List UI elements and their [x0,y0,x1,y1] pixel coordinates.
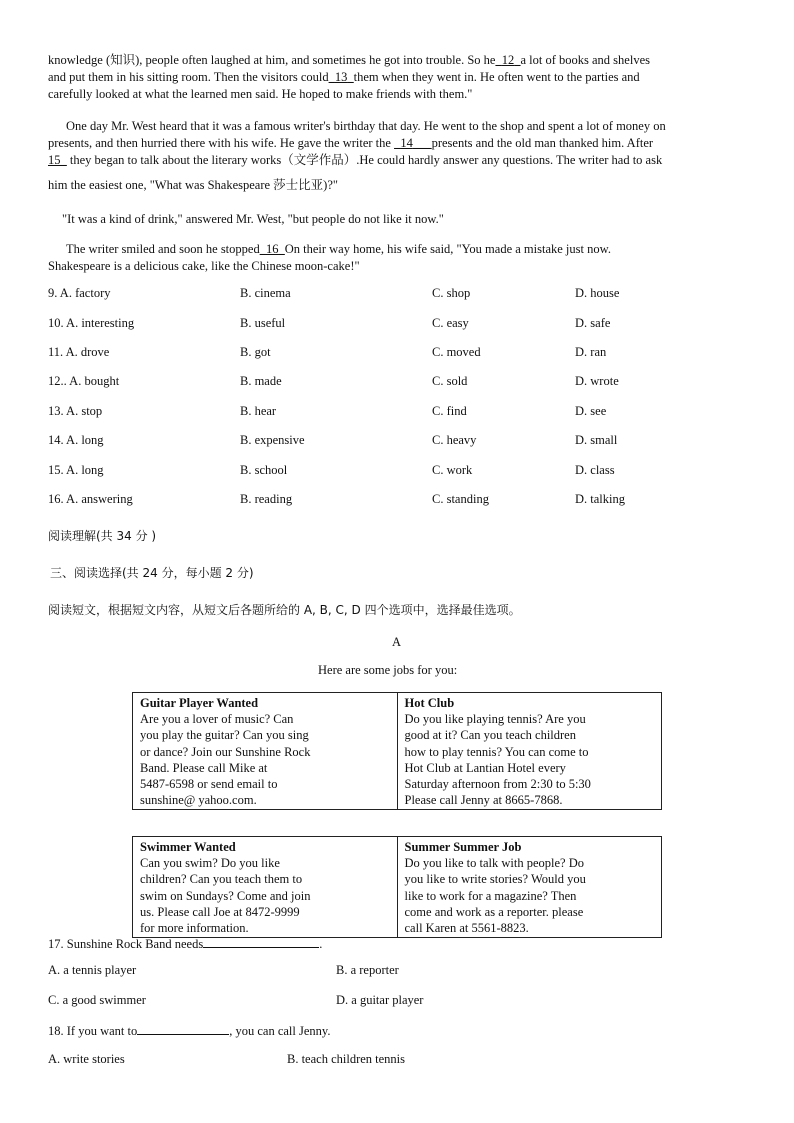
passage-line: knowledge (知识), people often laughed at him, and sometimes he got into trouble. So he_12_a lot of books and shelves [48,53,650,67]
option-row-13 [48,404,748,421]
passage-paragraph-1 [48,52,748,103]
q17-option-c: C. a good swimmer [48,993,146,1007]
option-b: B. hear [240,404,277,418]
option-a: 16. A. answering [48,492,133,506]
ad-line: or dance? Join our Sunshine Rock [140,744,311,759]
ads-table-top [132,692,662,810]
ad-guitar-player [133,693,398,810]
ad-line: Are you a lover of music? Can [140,712,294,727]
option-b: B. expensive [240,433,305,447]
section-heading-reading: 阅读理解(共 34 分 ) [48,529,157,543]
instructions-text: 阅读短文，根据短文内容，从短文后各题所给的 A, B, C, D 四个选项中，选择最佳选项。 [48,603,521,617]
option-a: 15. A. long [48,463,104,477]
passage-line: carefully looked at what the learned men said. He hoped to make friends with them." [48,87,473,101]
ad-line: sunshine@ yahoo.com. [140,793,257,808]
passage-line: 15_ they began to talk about the literary works（文学作品）.He could hardly answer any questions. The writer had to ask [48,153,663,167]
option-a: 12.. A. bought [48,374,120,388]
blank-15: 15_ [48,153,67,167]
option-a: 11. A. drove [48,345,110,359]
ad-line: us. Please call Joe at 8472-9999 [140,904,300,919]
passage-a-label: A [392,635,402,649]
q17-option-a: A. a tennis player [48,963,137,977]
option-c: C. shop [432,286,471,300]
option-c: C. heavy [432,433,477,447]
option-d: D. see [575,404,607,418]
passage-line: One day Mr. West heard that it was a famous writer's birthday that day. He went to the shop and spent a lot of money on [66,119,666,133]
option-row-15 [48,463,748,480]
passage-line: "It was a kind of drink," answered Mr. West, "but people do not like it now." [62,212,444,226]
q17-option-b: B. a reporter [336,963,399,977]
q18-option-b: B. teach children tennis [287,1052,406,1066]
option-a: 9. A. factory [48,286,111,300]
ad-title: Hot Club [404,696,455,710]
option-row-14 [48,433,748,450]
ad-line: children? Can you teach them to [140,872,303,887]
passage-paragraph-3 [48,211,748,228]
option-d: D. ran [575,345,607,359]
passage-line: and put them in his sitting room. Then the visitors could_13_them when they went in. He often went to the parties and [48,70,640,84]
option-c: C. easy [432,316,469,330]
ad-summer-job [397,837,662,938]
ad-line: Band. Please call Mike at [140,760,268,775]
ad-line: Please call Jenny at 8665-7868. [404,793,563,808]
answer-blank [137,1022,229,1035]
ad-line: Hot Club at Lantian Hotel every [404,760,566,775]
q18-option-a: A. write stories [48,1052,125,1066]
ad-title: Swimmer Wanted [140,840,236,854]
option-row-11 [48,345,748,362]
option-a: 13. A. stop [48,404,103,418]
option-c: C. work [432,463,473,477]
passage-line: The writer smiled and soon he stopped_16_On their way home, his wife said, "You made a mistake just now. [66,242,611,256]
question-18: 18. If you want to , you can call Jenny. [48,1024,331,1038]
option-b: B. got [240,345,271,359]
passage-line: Shakespeare is a delicious cake, like the Chinese moon-cake!" [48,259,360,273]
ad-line: 5487-6598 or send email to [140,777,278,792]
passage-line: presents, and then hurried there with his wife. He gave the writer the _14___presents and the old man thanked him. After [48,136,654,150]
passage-paragraph-4 [48,241,748,275]
question-17: 17. Sunshine Rock Band needs . [48,937,323,951]
ad-line: Do you like to talk with people? Do [404,856,584,871]
ad-line: Do you like playing tennis? Are you [404,712,586,727]
answer-blank [203,935,319,948]
option-row-10 [48,316,748,333]
blank-13: _13_ [328,70,354,84]
option-d: D. small [575,433,618,447]
option-b: B. cinema [240,286,291,300]
blank-16: _16_ [259,242,285,256]
option-d: D. house [575,286,620,300]
option-row-9 [48,286,748,303]
option-b: B. school [240,463,288,477]
passage-line: him the easiest one, "What was Shakespeare 莎士比亚)?" [48,178,338,192]
option-c: C. moved [432,345,481,359]
option-d: D. wrote [575,374,619,388]
ad-line: Saturday afternoon from 2:30 to 5:30 [404,777,591,792]
option-d: D. talking [575,492,625,506]
ad-line: call Karen at 5561-8823. [404,921,529,936]
q17-option-d: D. a guitar player [336,993,424,1007]
ad-line: come and work as a reporter. please [404,904,584,919]
ad-title: Summer Summer Job [404,840,522,854]
ad-line: like to work for a magazine? Then [404,888,577,903]
ad-title: Guitar Player Wanted [140,696,259,710]
ad-line: good at it? Can you teach children [404,728,576,743]
option-d: D. safe [575,316,611,330]
option-row-12 [48,374,748,391]
option-row-16 [48,492,748,509]
ad-line: for more information. [140,921,249,936]
blank-12: _12_ [495,53,521,67]
ad-line: Can you swim? Do you like [140,856,280,871]
ad-line: swim on Sundays? Come and join [140,888,311,903]
blank-14: _14___ [394,136,432,150]
ad-line: you like to write stories? Would you [404,872,586,887]
option-d: D. class [575,463,615,477]
option-a: 14. A. long [48,433,104,447]
ad-line: you play the guitar? Can you sing [140,728,309,743]
option-b: B. reading [240,492,293,506]
option-c: C. find [432,404,467,418]
option-c: C. standing [432,492,489,506]
ads-table-bottom [132,836,662,938]
option-b: B. made [240,374,282,388]
option-a: 10. A. interesting [48,316,135,330]
ad-swimmer [133,837,398,938]
ad-hot-club [397,693,662,810]
option-c: C. sold [432,374,468,388]
option-b: B. useful [240,316,286,330]
ad-line: how to play tennis? You can come to [404,744,589,759]
section-heading-three: 三、阅读选择(共 24 分，每小题 2 分) [50,566,254,580]
passage-paragraph-2 [48,118,748,194]
jobs-intro: Here are some jobs for you: [318,663,458,677]
